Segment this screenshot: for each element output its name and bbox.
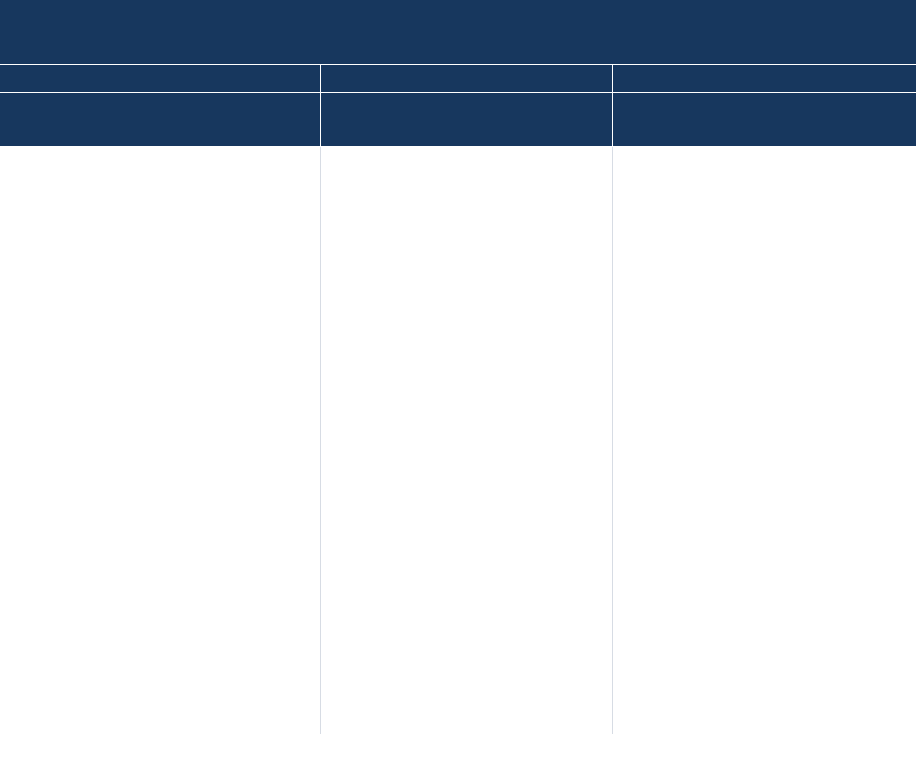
page-subtitle (0, 34, 916, 64)
grid-line (320, 147, 321, 734)
header-rule (0, 64, 916, 65)
header-divider (612, 64, 613, 146)
col-header-imp-toneladas (612, 92, 740, 146)
col-header-imp-acumulado (740, 92, 916, 146)
group-header-imports (612, 64, 916, 92)
col-header-ano-safra (0, 92, 227, 146)
grid-line (612, 147, 613, 734)
col-header-mes (227, 92, 320, 146)
group-header-exports (320, 64, 612, 92)
header-rule (0, 92, 916, 93)
header-divider (320, 64, 321, 146)
page-title (0, 0, 916, 34)
col-header-exp-acumulado (454, 92, 612, 146)
col-header-exp-toneladas (320, 92, 454, 146)
group-header-blank (0, 64, 320, 92)
